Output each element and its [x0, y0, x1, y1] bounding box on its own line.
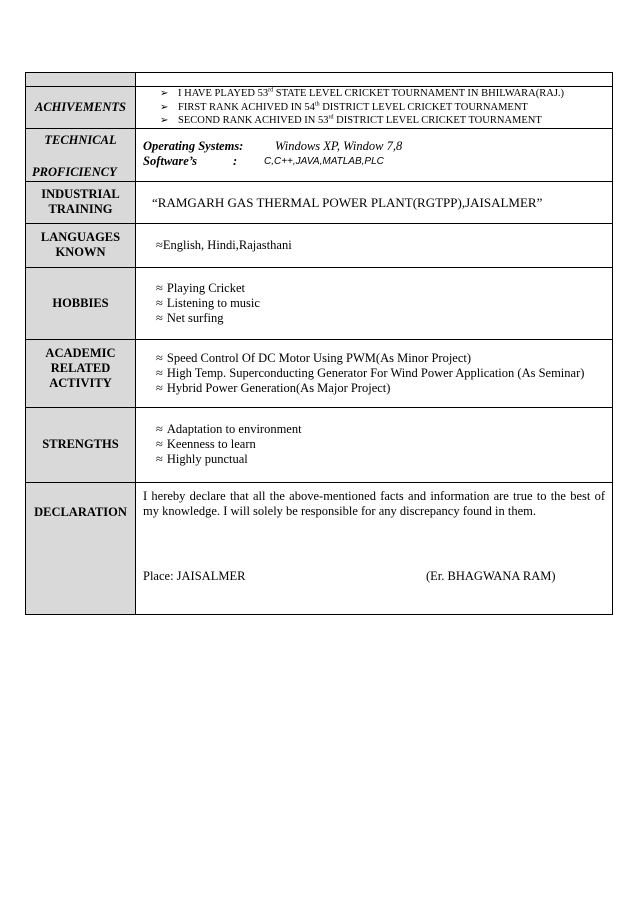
header-value-cell: [136, 73, 613, 87]
academic-item: ≈ High Temp. Superconducting Generator For Wind Power Application (As Seminar): [156, 365, 585, 380]
achievements-list: [136, 87, 612, 128]
declaration-text: I hereby declare that all the above-mentioned facts and information are true to the best of my knowledge. I will solely be responsible for any discrepancy found in them.: [143, 488, 605, 518]
academic-item: ≈ Hybrid Power Generation(As Major Project): [156, 380, 391, 395]
declaration-label: DECLARATION: [26, 482, 136, 614]
place-text: Place: JAISALMER: [143, 568, 246, 583]
training-label-line1: INDUSTRIAL: [41, 187, 120, 201]
languages-value: ≈English, Hindi,Rajasthani: [136, 223, 613, 267]
languages-label-cell: [26, 223, 136, 267]
hobbies-list-cell: [136, 267, 613, 339]
arrow-bullet-icon: ➢: [160, 115, 169, 126]
hobby-item: ≈ Playing Cricket: [156, 280, 245, 295]
technical-value-cell: [136, 128, 613, 181]
table-header-row: [26, 73, 613, 87]
approx-bullet-icon: ≈: [156, 310, 163, 325]
training-row: [26, 181, 613, 223]
approx-bullet-icon: ≈: [156, 350, 163, 365]
achievements-list-cell: [136, 87, 613, 129]
approx-bullet-icon: ≈: [156, 380, 163, 395]
declaration-cell: [136, 482, 613, 614]
achievement-item: ➢ FIRST RANK ACHIVED IN 54th DISTRICT LEVEL CRICKET TOURNAMENT: [160, 101, 528, 113]
os-value: Windows XP, Window 7,8: [275, 138, 403, 153]
strength-item: ≈ Adaptation to environment: [156, 422, 302, 436]
achievements-row: [26, 87, 613, 129]
approx-bullet-icon: ≈: [156, 295, 163, 310]
academic-list-cell: [136, 339, 613, 407]
os-label: Operating Systems:: [143, 138, 244, 153]
training-label-cell: [26, 181, 136, 223]
training-label-line2: TRAINING: [48, 202, 113, 216]
technical-label-line2: PROFICIENCY: [32, 164, 117, 179]
achievement-item: ➢ I HAVE PLAYED 53rd STATE LEVEL CRICKET TOURNAMENT IN BHILWARA(RAJ.): [160, 87, 565, 99]
header-label-cell: [26, 73, 136, 87]
technical-row: [26, 128, 613, 181]
approx-bullet-icon: ≈: [156, 422, 163, 436]
strengths-label: STRENGTHS: [26, 407, 136, 482]
approx-bullet-icon: ≈: [156, 365, 163, 380]
strength-item: ≈ Highly punctual: [156, 452, 248, 466]
hobbies-row: [26, 267, 613, 339]
strengths-row: [26, 407, 613, 482]
arrow-bullet-icon: ➢: [160, 88, 169, 99]
resume-table: [25, 72, 613, 615]
achievement-item: ➢ SECOND RANK ACHIVED IN 53rd DISTRICT LEVEL CRICKET TOURNAMENT: [160, 114, 542, 126]
strengths-list-cell: [136, 407, 613, 482]
academic-label-cell: [26, 339, 136, 407]
hobby-item: ≈ Net surfing: [156, 310, 224, 325]
software-label: Software’s: [143, 153, 197, 168]
hobby-item: ≈ Listening to music: [156, 295, 260, 310]
declaration-row: [26, 482, 613, 614]
os-line: [143, 139, 605, 154]
hobbies-label: HOBBIES: [26, 267, 136, 339]
approx-bullet-icon: ≈: [156, 452, 163, 466]
academic-item: ≈ Speed Control Of DC Motor Using PWM(As Minor Project): [156, 350, 472, 365]
training-value: “RAMGARH GAS THERMAL POWER PLANT(RGTPP),JAISALMER”: [136, 181, 613, 223]
strength-item: ≈ Keenness to learn: [156, 437, 256, 451]
academic-label-line3: ACTIVITY: [49, 375, 112, 390]
signature-name: (Er. BHAGWANA RAM): [426, 568, 556, 583]
languages-row: [26, 223, 613, 267]
software-colon: :: [233, 153, 238, 168]
academic-label-line2: RELATED: [50, 360, 111, 375]
software-value: C,C++,JAVA,MATLAB,PLC: [264, 155, 384, 167]
technical-label-cell: [26, 128, 136, 181]
approx-bullet-icon: ≈: [156, 280, 163, 295]
academic-label-line1: ACADEMIC: [45, 345, 116, 360]
academic-row: [26, 339, 613, 407]
software-line: [143, 154, 605, 169]
signature-line: [136, 569, 612, 584]
languages-label-line1: LANGUAGES: [40, 230, 121, 244]
technical-label-line1: TECHNICAL: [44, 132, 117, 147]
achievements-label: ACHIVEMENTS: [26, 87, 136, 129]
arrow-bullet-icon: ➢: [160, 101, 169, 113]
approx-bullet-icon: ≈: [156, 437, 163, 451]
languages-label-line2: KNOWN: [55, 245, 106, 259]
